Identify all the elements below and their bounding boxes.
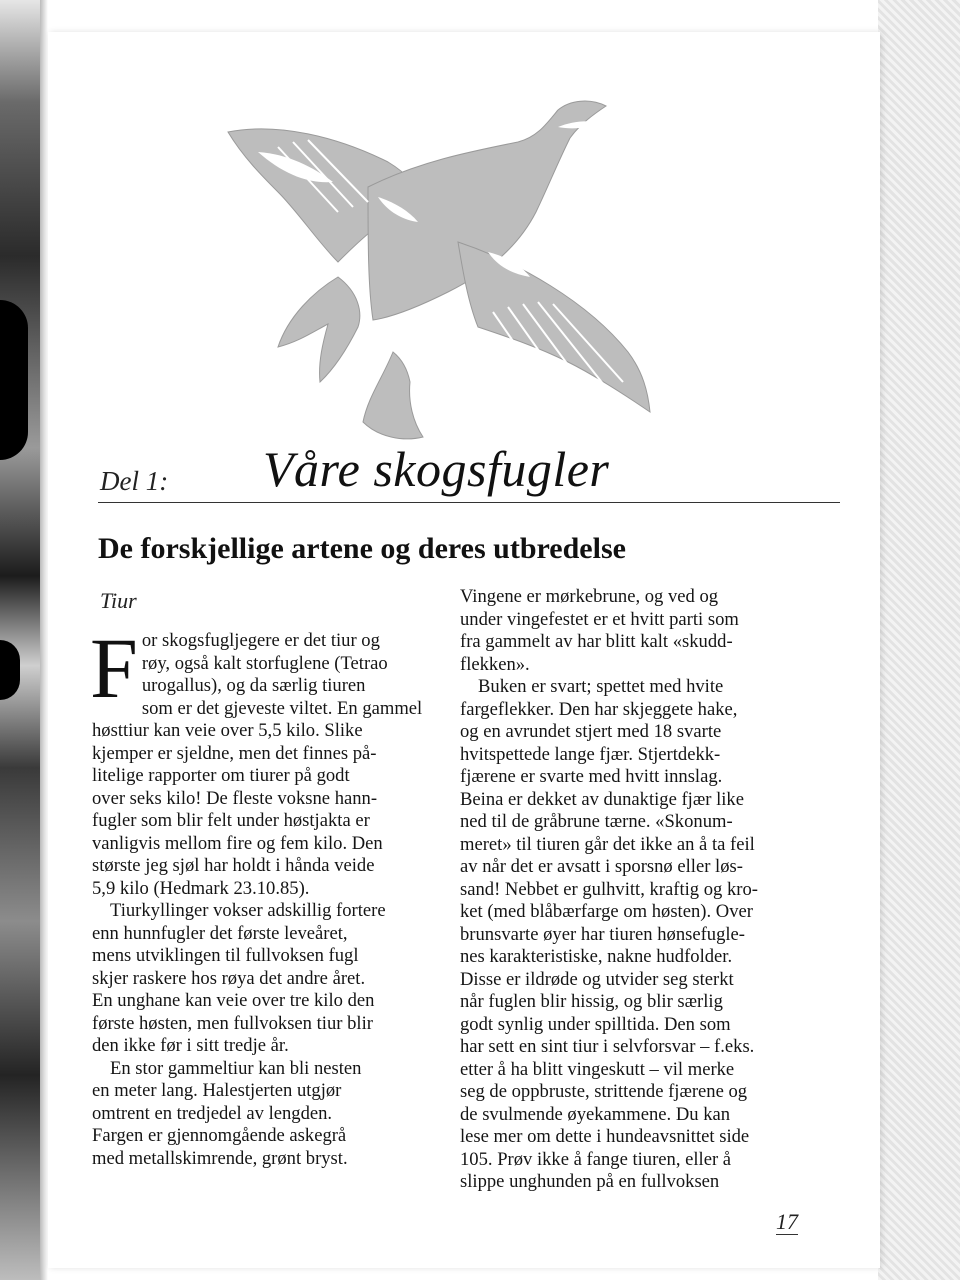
text-line: godt synlig under spilltida. Den som (460, 1013, 731, 1035)
text-line: fra gammelt av har blitt kalt «skudd- (460, 631, 733, 652)
text-line: 5,9 kilo (Hedmark 23.10.85). (92, 877, 310, 899)
section-title: De forskjellige artene og deres utbredelse (98, 532, 626, 565)
text-line: over seks kilo! De fleste voksne hann- (92, 787, 378, 809)
text-line: fugler som blir felt under høstjakta er (92, 810, 370, 831)
text-line: seg de oppbruste, strittende fjærene og (460, 1081, 748, 1102)
text-line: kjemper er sjeldne, men det finnes på- (92, 742, 377, 764)
species-subheading: Tiur (100, 588, 137, 613)
text-line: mens utviklingen til fullvoksen fugl (92, 945, 359, 966)
text-line: de svulmende øyekammene. Du kan (460, 1103, 731, 1125)
text-line: vanligvis mellom fire og fem kilo. Den (92, 832, 383, 854)
text-line: under vingefestet er et hvitt parti som (460, 608, 739, 630)
capercaillie-silhouette-icon (218, 92, 658, 462)
text-line: 105. Prøv ikke å fange tiuren, eller å (460, 1148, 732, 1170)
text-line: meret» til tiuren går det ikke an å ta feil (460, 833, 755, 855)
chapter-title: Våre skogsfugler (263, 441, 610, 497)
text-line: høsttiur kan veie over 5,5 kilo. Slike (92, 720, 363, 741)
text-line: Beina er dekket av dunaktige fjær like (460, 788, 744, 810)
text-line: lese mer om dette i hundeavsnittet side (460, 1126, 750, 1147)
text-line: ned til de gråbrune tærne. «Skonum- (460, 811, 733, 832)
text-line: Tiurkyllinger vokser adskillig fortere (110, 900, 386, 921)
text-line: Disse er ildrøde og utvider seg sterkt (460, 968, 734, 990)
text-line: urogallus), og da særlig tiuren (141, 675, 366, 696)
text-line: enn hunnfugler det første leveåret, (92, 922, 348, 944)
page-number: 17 (776, 1209, 798, 1234)
text-line: av når det er avsatt i sporsnø eller løs- (460, 856, 743, 877)
right-text-column (460, 586, 805, 1194)
text-line: skjer raskere hos røya det andre året. (92, 967, 366, 989)
text-line: Buken er svart; spettet med hvite (478, 676, 724, 697)
left-text-column (90, 620, 424, 1170)
text-line: med metallskimrende, grønt bryst. (92, 1147, 348, 1169)
text-line: or skogsfugljegere er det tiur og (141, 630, 380, 651)
text-line: Vingene er mørkebrune, og ved og (460, 586, 719, 607)
text-line: brunsvarte øyer har tiuren hønsefugle- (460, 923, 745, 945)
header-divider (98, 502, 840, 503)
text-line: flekken». (460, 653, 530, 675)
text-line: som er det gjeveste viltet. En gammel (141, 697, 423, 719)
drop-cap: F (90, 620, 138, 716)
text-line: litelige rapporter om tiurer på godt (92, 765, 350, 786)
text-line: ket (med blåbærfarge om høsten). Over (460, 901, 753, 922)
book-page (48, 32, 880, 1268)
text-line: når fuglen blir hissig, og blir særlig (460, 991, 723, 1012)
text-line: etter å ha blitt vingeskutt – vil merke (460, 1058, 735, 1080)
text-line: røy, også kalt storfuglene (Tetrao (141, 652, 388, 674)
text-line: hvitspettede lange fjær. Stjertdekk- (460, 743, 721, 765)
text-line: Fargen er gjennomgående askegrå (92, 1125, 347, 1146)
text-line: sand! Nebbet er gulhvitt, kraftig og kro- (460, 878, 758, 900)
text-line: første høsten, men fullvoksen tiur blir (92, 1012, 373, 1034)
text-line: største jeg sjøl har holdt i hånda veide (92, 855, 375, 876)
text-line: En stor gammeltiur kan bli nesten (110, 1057, 362, 1079)
text-line: fargeflekker. Den har skjeggete hake, (460, 698, 738, 720)
background-fabric (878, 0, 960, 1280)
text-line: en meter lang. Halestjerten utgjør (92, 1080, 342, 1101)
text-line: og en avrundet stjert med 18 svarte (460, 721, 722, 742)
text-line: har sett en sint tiur i selvforsvar – f.eks. (460, 1036, 755, 1057)
text-line: slippe unghunden på en fullvoksen (460, 1171, 720, 1192)
text-line: En unghane kan veie over tre kilo den (92, 990, 375, 1011)
book-gutter (40, 0, 48, 1280)
part-label: Del 1: (100, 466, 169, 496)
text-line: den ikke før i sitt tredje år. (92, 1035, 289, 1056)
text-line: fjærene er svarte med hvitt innslag. (460, 766, 723, 787)
text-line: omtrent en tredjedel av lengden. (92, 1102, 333, 1124)
text-line: nes karakteristiske, nakne hudfolder. (460, 946, 733, 967)
